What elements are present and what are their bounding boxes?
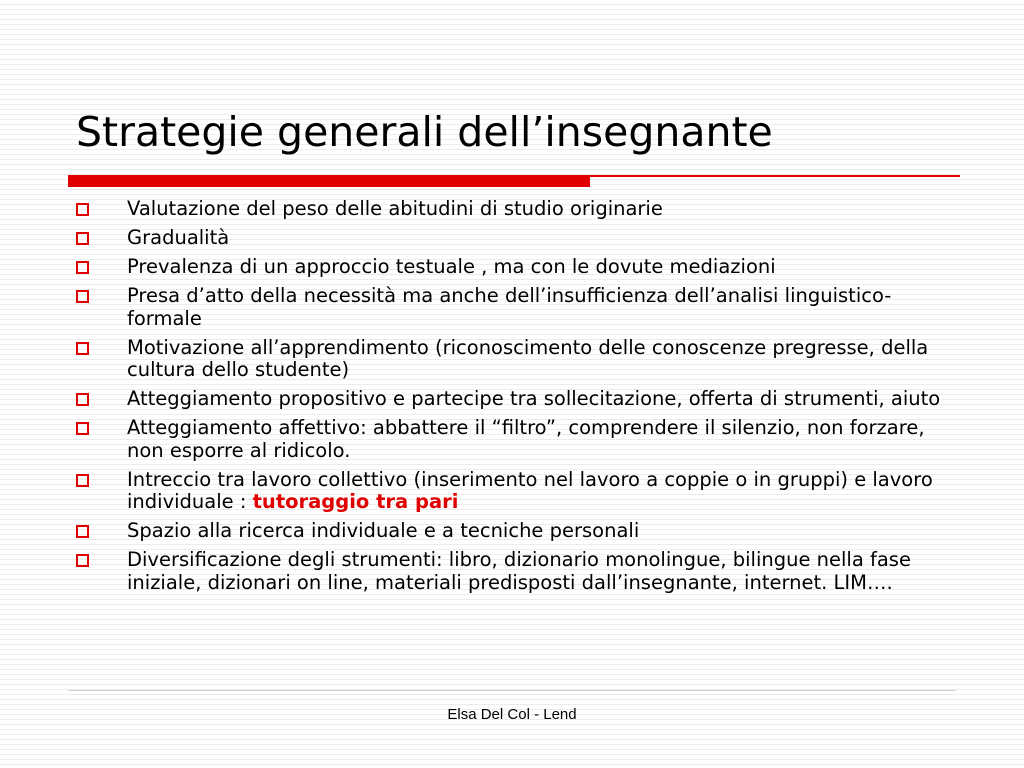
bullet-text: Diversificazione degli strumenti: libro, dizionario monolingue, bilingue nella fase iniziale, dizionari on line, materiali predisposti dall’insegnante, internet. LIM…. [127,548,911,594]
bullet-item [76,520,946,543]
square-bullet-icon [76,290,89,303]
bullet-item [76,285,946,330]
bullet-item [76,227,946,250]
bullet-item [76,388,946,411]
square-bullet-icon [76,554,89,567]
bullet-text: Prevalenza di un approccio testuale , ma con le dovute mediazioni [127,255,776,278]
title-underline-bar [68,175,590,187]
square-bullet-icon [76,474,89,487]
bullet-item [76,417,946,462]
square-bullet-icon [76,393,89,406]
bullet-text: Intreccio tra lavoro collettivo (inserimento nel lavoro a coppie o in gruppi) e lavoro individuale : [127,467,933,513]
bullet-item [76,549,946,594]
title-underline-line [590,175,960,177]
square-bullet-icon [76,232,89,245]
bullet-item [76,198,946,221]
footer-author: Elsa Del Col - Lend [447,706,577,723]
bullet-text: Motivazione all’apprendimento (riconoscimento delle conoscenze pregresse, della cultura dello studente) [127,335,929,381]
square-bullet-icon [76,422,89,435]
bullet-list [76,198,946,601]
bullet-text: Spazio alla ricerca individuale e a tecniche personali [127,519,640,542]
bullet-item [76,469,946,514]
bullet-text: Gradualità [127,226,230,249]
square-bullet-icon [76,342,89,355]
bullet-item [76,256,946,279]
bullet-text: Valutazione del peso delle abitudini di studio originarie [127,197,663,220]
bullet-text: Presa d’atto della necessità ma anche dell’insufficienza dell’analisi linguistico-formale [127,284,892,330]
square-bullet-icon [76,261,89,274]
bullet-item [76,337,946,382]
bullet-text: Atteggiamento propositivo e partecipe tra sollecitazione, offerta di strumenti, aiuto [127,387,941,410]
square-bullet-icon [76,525,89,538]
footer-divider [68,690,956,691]
slide-title: Strategie generali dell’insegnante [76,108,773,156]
bullet-text: Atteggiamento affettivo: abbattere il “filtro”, comprendere il silenzio, non forzare, non esporre al ridicolo. [127,416,925,462]
square-bullet-icon [76,203,89,216]
highlighted-phrase: tutoraggio tra pari [252,490,459,513]
